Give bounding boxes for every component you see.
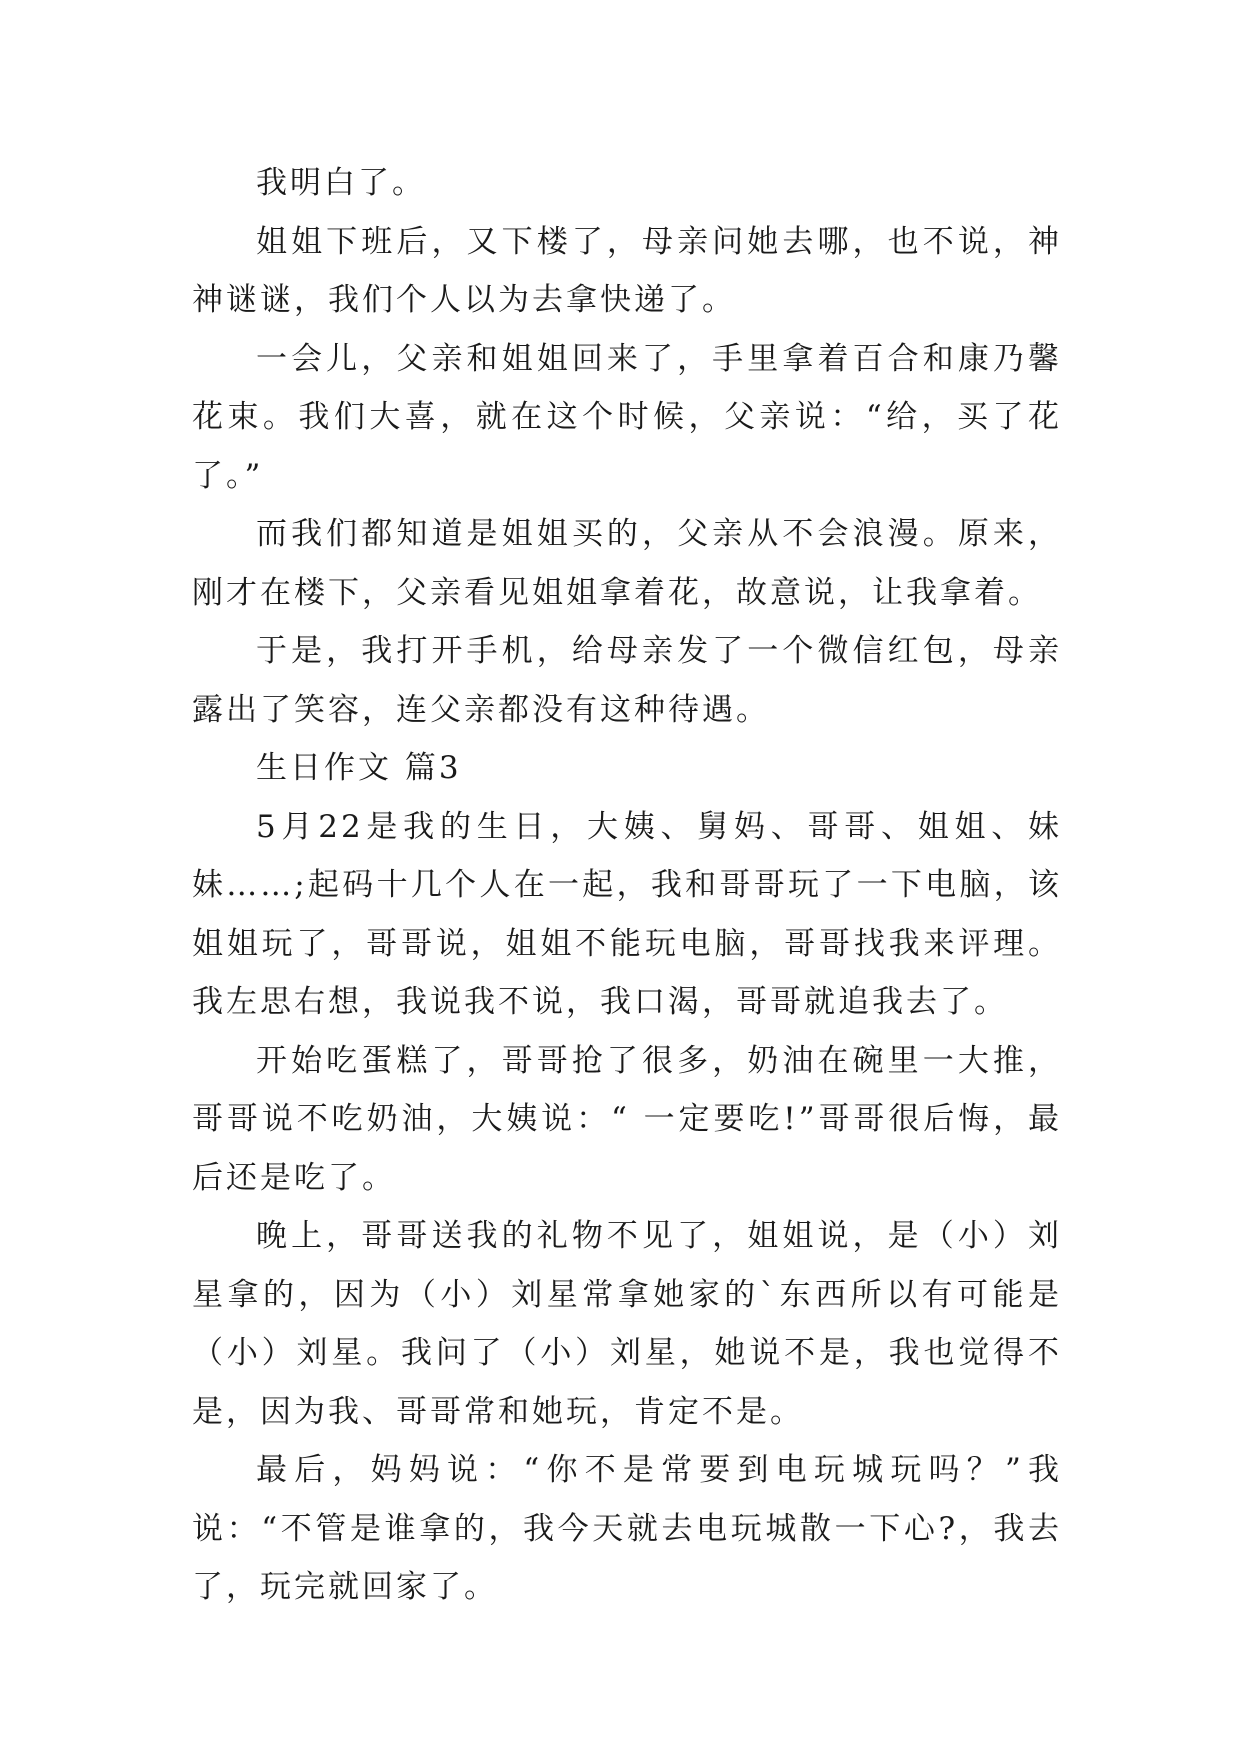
paragraph: 5月22是我的生日，大姨、舅妈、哥哥、姐姐、妹妹……;起码十几个人在一起，我和哥哥玩了一下电脑，该姐姐玩了，哥哥说，姐姐不能玩电脑，哥哥找我来评理。我左思右想，我说我不说，我口渴，哥哥就追我去了。 [192,808,1062,1020]
paragraph: 晚上，哥哥送我的礼物不见了，姐姐说，是（小）刘星拿的，因为（小）刘星常拿她家的`东西所以有可能是（小）刘星。我问了（小）刘星，她说不是，我也觉得不是，因为我、哥哥常和她玩，肯定不是。 [192,1218,1062,1430]
document-body [192,154,1062,1617]
paragraph: 开始吃蛋糕了，哥哥抢了很多，奶油在碗里一大推，哥哥说不吃奶油，大姨说：“ 一定要吃!”哥哥很后悔，最后还是吃了。 [192,1042,1062,1196]
paragraph: 我明白了。 [256,165,426,201]
paragraph: 而我们都知道是姐姐买的，父亲从不会浪漫。原来，刚才在楼下，父亲看见姐姐拿着花，故意说，让我拿着。 [192,516,1062,611]
paragraph: 最后，妈妈说：“你不是常要到电玩城玩吗？”我说：“不管是谁拿的，我今天就去电玩城散一下心?，我去了，玩完就回家了。 [192,1452,1062,1605]
section-heading: 生日作文 篇3 [256,750,462,786]
paragraph: 姐姐下班后，又下楼了，母亲问她去哪，也不说，神神谜谜，我们个人以为去拿快递了。 [192,223,1062,318]
paragraph: 于是，我打开手机，给母亲发了一个微信红包，母亲露出了笑容，连父亲都没有这种待遇。 [192,633,1062,728]
paragraph: 一会儿，父亲和姐姐回来了，手里拿着百合和康乃馨花束。我们大喜，就在这个时候，父亲说：“给，买了花了。” [192,340,1062,494]
